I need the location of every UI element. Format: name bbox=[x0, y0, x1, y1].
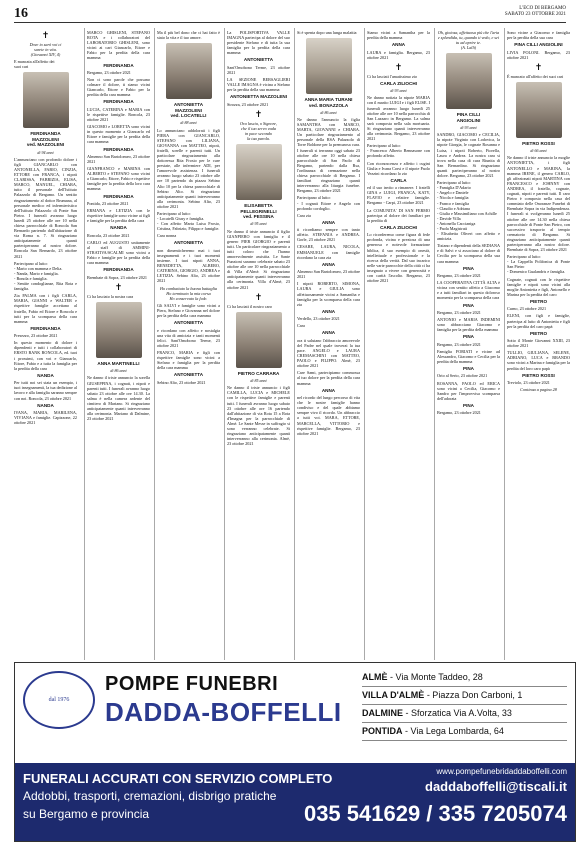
notice-text: TULLIO, GIULIANA, SELENE, ADRIANO, LUCA e BRANDO sono vicini a Marina e famiglia per la perdita del loro caro papà bbox=[507, 350, 570, 371]
notice-text: LIVIA POLONI. Bergamo, 23 ottobre 2021 bbox=[507, 49, 570, 60]
notice-text: Partecipano al lutto: - Mario con mamma e Delia. - Nanda, Mario e famiglia. - Bonola e famiglia. - Sentite condoglianze, Rita Rota e famiglia. bbox=[14, 260, 77, 292]
notice-text: Ci ha lasciato la nostra cara bbox=[87, 293, 134, 299]
deceased-name: PINA CILLI ANGIOLINI bbox=[514, 42, 563, 48]
deceased-name: FERDINANDA bbox=[103, 267, 134, 273]
age-line: di 86 anni bbox=[110, 368, 127, 374]
deceased-name: PIETRO bbox=[529, 330, 548, 336]
ad-tagline-2: Addobbi, trasporti, cremazioni, disbrigo pratiche bbox=[23, 789, 277, 803]
notice-text: Per tutti noi sei stata un esempio, i tuoi insegnamenti, la tua dedizione al lavoro e alla famiglia saranno sempre con noi. Roncola, 23 ottobre 2021 bbox=[14, 380, 77, 401]
portrait-photo bbox=[23, 72, 69, 128]
deceased-name: PINA bbox=[463, 402, 474, 408]
obituary-columns bbox=[14, 28, 574, 660]
notice-text: Cognate, cognati con le rispettive famiglie e nipoti sono vicini alla moglie Antonietta e figli, Antonello e Marina per la perdita del caro bbox=[507, 276, 570, 297]
portrait-photo bbox=[236, 144, 282, 200]
notice-text: Lo annunciano addolorati i figli PIERA con GIANCARLO, STEFANO con LILIANA, GIOVANNA con MATTEO, nipoti, fratelli, sorelle e parenti tutti. Un particolare ringraziamento alla dottoressa Rita Frosio per le cure prestate, alle infermiere ADI, per l'amorevole assistenza. I funerali avranno luogo sabato 23 ottobre alle ore 10 partendo da piazza Sebino Alto 10 per la chiesa parrocchiale di Sebino Alto. Si ringraziano anticipatamente quanti interverranno alla cerimonia. Sebino Alto, 23 ottobre 2021 bbox=[157, 127, 220, 209]
notice-text: CARLO ed AUGUSTO unitamente al staff di AMMINI-STRATIVA/SCALMI sono vicini a Fabio e famiglie per la perdita della cara mamma bbox=[87, 239, 150, 266]
portrait-photo bbox=[236, 312, 282, 368]
notice-text: Partecipano al lutto: - Famiglia D'Adario - Angelo e Daniele - Nicola e famiglia - Franco e famiglia - Claudio e Adriana - Giulia e Massimiliano con Achille - Davide Villa - Antonella Caccianiga - Paola Magistrati - Elisabetta Oliveri con affetto e amicizia. bbox=[437, 180, 500, 242]
notice-text: Ne danno il triste annuncio i figli CAMILLA, LUCIA e MICHELE con le rispettive famiglie e parenti tutti. I funerali avranno luogo sabato 23 ottobre alle ore 16 partendo dall'abitazione di via Rota 15 a Rota d'Imagna per la parrocchiale di Almè. Le Sante Messe in suffragio si sono verranno celebrate. Si ringraziano anticipatamente quanti interverranno alla cerimonia. Almè, 23 ottobre 2021 bbox=[227, 385, 290, 447]
age-line: di 86 anni bbox=[320, 109, 337, 115]
notice-text: Verdello, 23 ottobre 2021 bbox=[297, 316, 340, 322]
notice-text: Si è spenta dopo una lunga malattia bbox=[297, 30, 357, 35]
notice-text: Partecipano al lutto: - Francesco Alberto Bennasone con profondo affetto. bbox=[367, 143, 430, 159]
notice-text: L'annunciano con profondo dolore i figli GIANCARLO con ANTONELLA, FABIO, CINZIA, ETTORE con FRANCA, i nipoti CLARISSA, FABRIZIA, ELISA, MARCO, MANUEL, CHIARA, tutto il personale dell'Istituto Palazzolo di Bergamo. Un sentito ringraziamento al dottor Brumana, al personale medico ed infermieristico dell'Istituto Palazzolo di Ponte San Pietro. I funerali avranno luogo lunedì 25 ottobre alle ore 10 nella chiesa parrocchiale di Roncola San Bernardo partendo dall'abitazione di via Roma n. 7. Si ringraziano anticipatamente quanti parteciperanno al nostro dolore. Roncola San Bernardo, 23 ottobre 2021 bbox=[14, 156, 77, 259]
quote-text: Ora lascia, o Signore, che il tuo servo vada in pace secondo la tua parola. bbox=[240, 120, 277, 142]
deceased-name: ELISABETTA PELLEGRINELLI ved. PESSINA bbox=[240, 203, 277, 220]
column-7 bbox=[434, 28, 500, 660]
deceased-name: ANNA bbox=[391, 42, 406, 48]
notice-text: In questo momento di dolore i dipendenti e tutti i collaboratori di ERSTO BANK RONCOLA, ed. tuoi i prossimi, con voi e Giancarlo, Ettore, Fabio e a tutta la famiglia per la perdita della cara bbox=[14, 340, 77, 371]
notice-text: LUCIA, CATERINA e MARIA con le rispettive famiglie. Roncola, 23 ottobre 2021 bbox=[87, 106, 150, 123]
deceased-name: ANNA MARTINELLI bbox=[97, 360, 140, 366]
age-line: di 93 anni bbox=[460, 125, 477, 131]
notice-text: Ci ha lasciati il nostro caro bbox=[227, 303, 273, 309]
location-item: PONTIDA - Via Lega Lombarda, 64 bbox=[362, 723, 567, 741]
notice-text: E mancata all'affetto dei suoi cari bbox=[14, 59, 55, 70]
notice-text: La COMUNITA' DI SAN FERMO partecipa al dolore dei familiari per la perdita di bbox=[367, 207, 430, 223]
notice-text: La POLISPORTIVA VALLE IMAGNA partecipa al dolore del suo presidente Stefano e di tutta la sua famiglia per la perdita della cara mamma bbox=[227, 30, 290, 56]
notice-text: Ne danno il triste annuncio il figlio GIANPIERO con famiglia e il genero PIER GIORGIO e parenti tutti. Un particolare ringraziamento a tutti coloro che l'hanno amorevolmente assistita. Le Sante Funzioni saranno celebrate sabato 23 ottobre alle ore 10 nella parrocchiale di Villa d'Almè. Si ringraziano anticipatamente quanti interverranno alla cerimonia. Villa d'Almè, 23 ottobre 2021 bbox=[227, 228, 290, 290]
notice-text: Bergamo, 23 ottobre 2021 bbox=[87, 69, 131, 75]
column-8 bbox=[504, 28, 570, 660]
notice-text: Lo ricorderemo come figura di fede profonda, vicina e preziosa di una generosa e notevole formazione biblica, il suo esempio di onestà, intellettuale e professionale e la ricerca della verità. Dal suo incarico nelle varie parrocchie della città ci ha insegnato a vivere con generosità e con carità l'ascolto. Bergamo, 23 ottobre 2021 bbox=[367, 232, 430, 284]
cross-icon: ✝ bbox=[254, 108, 263, 119]
issue-date: SABATO 23 OTTOBRE 2021 bbox=[504, 12, 566, 17]
notice-text: Sotto il Monte Giovanni XXIII, 23 ottobre 2021 bbox=[507, 338, 570, 349]
notice-text: Sant'Omobono Terme, 23 ottobre 2021 bbox=[227, 64, 290, 75]
notice-text: Almenno San Bartolomeo, 23 ottobre 2021 bbox=[87, 153, 150, 164]
notice-text: Care Sami, partecipiamo commossa al tuo dolore per la perdita della cara mamma bbox=[297, 370, 360, 386]
cross-icon: ✝ bbox=[534, 61, 543, 72]
quote-text: Ho combattuto la buona battaglia Ho terminato la mia corsa Ho conservato la fede. bbox=[160, 285, 217, 301]
ad-phone-numbers: 035 541629 / 335 7205074 bbox=[303, 801, 567, 826]
notice-text: non dimenticheremo mai i tuoi insegnamenti e i tuoi momenti insieme. I tuoi nipoti ANNA, BENEDETTA, ALBERO, CATERINA, GIORGIO, ANDREA e LETIZIA. Sebino Alto, 23 ottobre 2021 bbox=[157, 247, 220, 284]
deceased-name: FERDINANDA bbox=[103, 193, 134, 199]
notice-text: Cara zia bbox=[297, 212, 311, 218]
deceased-name: PINA CILLI ANGIOLINI bbox=[456, 112, 481, 123]
cross-icon: ✝ bbox=[41, 30, 50, 40]
deceased-name: CARLA ZILIOCHI bbox=[380, 224, 417, 230]
ad-tagline-1: FUNERALI ACCURATI CON SERVIZIO COMPLETO bbox=[23, 771, 333, 786]
deceased-name: ANNA bbox=[321, 261, 336, 267]
column-2 bbox=[84, 28, 150, 660]
age-line: di 93 anni bbox=[390, 88, 407, 94]
notice-text: Bergamo, 23 ottobre 2021 bbox=[437, 309, 481, 315]
age-line: di 95 anni bbox=[250, 221, 267, 227]
notice-text: LA COOPERATIVA CITTÀ ALTA è vicina con sentito affetto a Giacomo e a tutti familiari in questo doloroso momento per la scomparsa della cara bbox=[437, 280, 500, 301]
brand-line-1: POMPE FUNEBRI bbox=[105, 673, 279, 695]
deceased-name: ANTONIETTA bbox=[173, 240, 204, 246]
deceased-name: ANTONIETTA bbox=[173, 320, 204, 326]
deceased-name: FERDINANDA bbox=[103, 146, 134, 152]
notice-text: ed il suo invito a rimanere. I fratelli GINA e LUIGI, FRANCA, KATY, FLAVIO e relative famiglie. Bergamo - Carpi, 23 ottobre 2021 bbox=[367, 185, 430, 206]
notice-text: ANTONIO e MARIA INDEMINI sono abbracciano Giacomo e famiglia per la perdita della mamma bbox=[437, 317, 500, 333]
notice-text: Ma il più bel dono che ci hai fatto è stato la vita e il tuo amore. bbox=[157, 30, 220, 41]
column-5 bbox=[294, 28, 360, 660]
page-header bbox=[14, 6, 566, 23]
notice-text: FRANCO, MARIA e figli con rispettive famiglie sono vicini a Stefano e famiglia per la perdita della cara mamma bbox=[157, 349, 220, 371]
publication-name: L'ECO DI BERGAMO bbox=[519, 6, 566, 11]
notice-text: e ricordano con affetto e nostalgia una vita di amicizia e tanti momenti felici. Sant'Omobono Terme, 23 ottobre 2021 bbox=[157, 327, 220, 348]
deceased-name: NANDA bbox=[37, 372, 54, 378]
quote-text: Dove io sarò voi ci sarete in vita. (Giovanni XIV, 4) bbox=[29, 42, 62, 58]
notice-text: Ne danno l'annuncio la figlia SAMANTHA con MARCO, MARTA, GIOVANNI e CHIARA. Un particolare ringraziamento al personale della RSA Palazzolo di Torre Boldone per la premurosa cura. I funerali si terranno oggi sabato 23 ottobre alle ore 10 nella chiesa parrocchiale di San Paolo di Bergamo, partendo dalla Rsa, l'ordinanza di cremazione nella chiesa parrocchiale di Bergamo. I familiari ringraziano quanti interverranno alla liturgia funebre. Bergamo, 23 ottobre 2021 bbox=[297, 117, 360, 194]
notice-text: Cara nonna bbox=[157, 233, 177, 239]
notice-text: Ne danno il triste annuncio la sorella GIUSEPPINA, i cognati, i nipoti e parenti tutti. I funerali avranno luogo sabato 23 ottobre alle ore 14.30. La salma è nella camera ardente del cimitero di Mariano. Si ringraziano anticipatamente quanti interverranno alla cerimonia. Mariano di Dalmine, 23 ottobre 2021 bbox=[87, 375, 150, 422]
portrait-photo bbox=[306, 38, 352, 94]
notice-text: Famiglia FORIATI e vicine ad Alessandro, Giacomo e Cecilia per la perdita della mamma bbox=[437, 348, 500, 364]
deceased-name: ANTONIETTA MAZZOLENI bbox=[229, 94, 288, 100]
notice-text: SANDRO, GIACOMO e CECILIA, la nipote Virginio con Lodovica, la nipote Giorgia, le cognate Rosanna e Luisa, i nipoti Roberto, Fiorella, Laura e Andrea. La nostra cara si trova nella casa di cura Riunita di San Bernardino. Si ringraziano quanti parteciperanno al nostro dolore. Bergamo, 23 ottobre 2021 bbox=[437, 132, 500, 179]
notice-text: GIACOMO e LORETTA sono vicini in questo momento a Giancarlo ed Ettore e famiglie per la perdita della cara mamma bbox=[87, 124, 150, 145]
portrait-photo bbox=[96, 302, 142, 358]
deceased-name: ANTONIETTA MAZZOLENI ved. LOCATELLI bbox=[170, 102, 207, 118]
notice-text: Non ci sono parole che possano colmare il dolore, ti siamo vicini Giancarlo, Ettore e Fabio per la perdita della cara mamma bbox=[87, 77, 150, 98]
header-right bbox=[505, 6, 566, 18]
notice-text: nel ricordo del lungo percorso di vita che le nostre famiglie hanno condiviso e del quale abbiamo sempre vivo il ricordo. Un abbraccio a tutti voi. MARA, ETTORE, MARCELLA, VITTORIO e rispettive famiglie. Bergamo, 23 ottobre 2021 bbox=[297, 395, 360, 436]
deceased-name: ANNA bbox=[321, 387, 336, 393]
deceased-name: FERDINANDA bbox=[30, 325, 61, 331]
notice-text: Bergamo, 23 ottobre 2021 bbox=[437, 341, 481, 347]
notice-text: Partecipano al lutto: - I cognati Ettore e Angelo con profondo cordoglio. bbox=[297, 195, 360, 211]
notice-text: Sono vicine a Giacomo e famiglia per la perdita della sua cara bbox=[507, 30, 570, 41]
notice-text: Cara bbox=[297, 323, 305, 329]
deceased-name: ANNA MARIA TURANI ved. BONAZZOLA bbox=[304, 97, 353, 108]
deceased-name: PINA bbox=[463, 334, 474, 340]
notice-text: Pontida, 23 ottobre 2021 bbox=[87, 200, 129, 206]
portrait-photo bbox=[166, 43, 212, 99]
deceased-name: FERDINANDA bbox=[103, 99, 134, 105]
notice-text: Brembate di Sopra, 23 ottobre 2021 bbox=[87, 274, 148, 280]
logo-year: dal 1976 bbox=[48, 697, 70, 703]
deceased-name: ANNA bbox=[321, 330, 336, 336]
notice-text: LA SEZIONE BERSAGLIERI VALLE IMAGNA è vicina a Stefano per la perdita della sua mamma bbox=[227, 77, 290, 93]
deceased-name: PINA bbox=[463, 302, 474, 308]
age-line: di 66 anni bbox=[530, 148, 547, 154]
column-4 bbox=[224, 28, 290, 660]
deceased-name: PIETRO ROSSI bbox=[522, 372, 555, 378]
notice-text: Sebino Alto, 23 ottobre 2021 bbox=[157, 379, 206, 385]
notice-text: Almenno San Bartolomeo, 23 ottobre 2021 bbox=[297, 269, 360, 280]
deceased-name: PIETRO ROSSI bbox=[522, 140, 555, 146]
location-item: DALMINE - Sforzatica Via A.Volta, 33 bbox=[362, 705, 567, 723]
notice-text: Strozza, 23 ottobre 2021 bbox=[227, 101, 269, 107]
deceased-name: FERDINANDA bbox=[103, 62, 134, 68]
notice-text: ora ti salutano l'abbraccio amorevole del Padre nel quale troverai la tua pace. ANGELO e LAURA CREMASCHINI con MATTEO, PAOLO e FILIPPO. Almè, 23 ottobre 2021 bbox=[297, 337, 360, 369]
deceased-name: ANTONIETTA bbox=[243, 57, 274, 63]
notice-text: Siamo vicini a Samantha per la perdita della mamma bbox=[367, 30, 430, 41]
notice-text: IVANA, MARIA, MARILENA, VIVIANA e famiglie. Capizzone, 22 ottobre 2021 bbox=[14, 410, 77, 426]
deceased-name: PINA bbox=[463, 366, 474, 372]
deceased-name: NANDA bbox=[37, 402, 54, 408]
deceased-name: NANDA bbox=[110, 225, 127, 231]
notice-text: È mancato all'affetto dei suoi cari bbox=[507, 73, 564, 79]
location-list bbox=[362, 669, 567, 741]
notice-text: Treviolo, 23 ottobre 2021 bbox=[507, 380, 550, 386]
notice-text: Tiziano e dipendenti della SEDIANA e di Salvi e si associano al dolore di Cecilia per la scomparsa della sua cara mamma bbox=[437, 243, 500, 264]
age-line: di 88 anni bbox=[180, 120, 197, 126]
notice-text: Con riconoscenza e affetto i cugini Giulia e Ivana Corsi e il nipote Paolo Vezzini ricordano lo zio bbox=[367, 160, 430, 176]
notice-text: Ci ha lasciati l'amatissimo zio bbox=[367, 73, 418, 79]
notice-text: CESARE, LAURA, NICOLA, EMMANUELE con famiglie ricordano la cara zia bbox=[297, 244, 360, 260]
funeral-home-logo bbox=[23, 671, 95, 729]
funeral-home-advertisement bbox=[14, 662, 576, 842]
portrait-photo bbox=[516, 82, 562, 138]
column-6 bbox=[364, 28, 430, 660]
notice-text: GIANFRANCO e MARINA con ALBERTO e STEFANO sono vicini a Giancarlo, Ettore, Fabio e rispettive famiglie per la perdita della loro cara mamma bbox=[87, 166, 150, 192]
notice-text: Orio al Serio, 23 ottobre 2021 bbox=[437, 373, 488, 379]
notice-text: Gli SALVI e famiglie sono vicini a Piera, Stefano e Giovanna nel dolore per la perdita della cara mamma bbox=[157, 302, 220, 318]
deceased-name: ANNA bbox=[321, 308, 336, 314]
page-number: 16 bbox=[14, 6, 28, 21]
notice-text: Presezzo, 23 ottobre 2021 bbox=[14, 333, 58, 339]
deceased-name: CARLA ZILIOCHI bbox=[380, 80, 417, 86]
notice-text: Bergamo, 23 ottobre 2021 bbox=[437, 410, 481, 416]
notice-text: ERMANA e LETIZIA con le rispettive famiglie sono vicine ai figli e famiglie per la perdita della cara bbox=[87, 208, 150, 224]
notice-text: Ne danno notizia la nipote MARIA con il marito LUIGI e i figli ELISE. I funerali avranno luogo lunedì 25 ottobre alle ore 10 nella parrocchia di San Lazzaro in Bergamo. La salma sarà composta nella sala mortuaria. Si ringraziano quanti interverranno alla cerimonia. Bergamo, 23 ottobre 2021 bbox=[367, 95, 430, 142]
deceased-name: ANNA bbox=[321, 219, 336, 225]
notice-text: MARCO GHISLENI, STEFANO ROTA e i collaboratori del LABORATORIO GHISLENI, sono vicini ai cari Giancarlo, Ettore e Fabio per la perdita della cara mamma bbox=[87, 30, 150, 61]
notice-text: Ne danno il triste annuncio la moglie ANTONIETTA, i figli ANTONELLO e MARINA, la mamma IRENE, il genero CARLO, gli affezionati nipoti MARTINA con FRANCESCO e JOHNNY con ANDREA, il fratello, cognate, cognati, nipoti e parenti tutti. Il caro Pietro è composto nella casa del commiato delle Onoranze Funebri di Brembate Sopra in via Indipendenza. I funerali si svolgeranno lunedì 25 ottobre alle ore 14.30 nella chiesa parrocchiale di Ponte San Pietro, con successivo trasporto al tempio crematorio di Bergamo. Si ringraziano anticipatamente quanti parteciperanno alla nostro dolore. Brembate di Sopra, 23 ottobre 2021 bbox=[507, 155, 570, 253]
cross-icon: ✝ bbox=[254, 291, 263, 302]
column-1 bbox=[14, 28, 77, 660]
notice-text: Partecipano al lutto: - Locatelli Giusy e famiglia. - Con affetto Marta Luisa Frosio, Cristina, Fabrizio, Filippo e famiglie. bbox=[157, 211, 220, 232]
deceased-name: PIETRO bbox=[529, 298, 548, 304]
cross-icon: ✝ bbox=[114, 281, 123, 292]
portrait-photo bbox=[446, 53, 492, 109]
notice-text: Partecipano al lutto: - La Cappella Polifonica di Ponte San Pietro - Domenico Gualandris e famiglia. bbox=[507, 254, 570, 275]
ad-tagline-3: su Bergamo e provincia bbox=[23, 807, 150, 821]
deceased-name: PIETRO CARRARA bbox=[237, 370, 280, 376]
notice-text: Zia PALMA con i figli CARLA, MARIA, GIANNI e WALTER e rispettive famiglie accettano al fratello, Fabio ed Ettore e Roncola e tutti per la scomparsa della cara mamma bbox=[14, 293, 77, 324]
age-line: di 85 anni bbox=[250, 378, 267, 384]
notice-text: I nipoti ROBERTO, SIMONA, LAURA e GIULIA sono affettuosamente vicini a Samantha e famiglia per la scomparsa della cara zia bbox=[297, 281, 360, 307]
deceased-name: ANTONIETTA bbox=[173, 372, 204, 378]
ad-email[interactable]: daddaboffelli@tiscali.it bbox=[425, 779, 567, 794]
cross-icon: ✝ bbox=[394, 61, 403, 72]
notice-text: Roncola, 23 ottobre 2021 bbox=[87, 232, 130, 238]
ad-blue-band bbox=[15, 763, 575, 841]
deceased-name: FERDINANDA MAZZOLENI ved. MAZZOLENI bbox=[26, 131, 65, 148]
notice-text: Curno, 23 ottobre 2021 bbox=[507, 306, 547, 312]
age-line: di 94 anni bbox=[37, 149, 54, 155]
notice-text: LAURA e famiglia. Bergamo, 23 ottobre 2021 bbox=[367, 49, 430, 60]
ad-website[interactable]: www.pompefunebridaddaboffelli.com bbox=[436, 767, 567, 776]
brand-line-2: DADDA-BOFFELLI bbox=[105, 697, 342, 727]
notice-text: ti ricordiamo sempre con tanto affetto. STEFANIA e ANDREA. Gorle, 23 ottobre 2021 bbox=[297, 227, 360, 243]
column-3 bbox=[154, 28, 220, 660]
deceased-name: PINA bbox=[463, 265, 474, 271]
notice-text: Bergamo, 23 ottobre 2021 bbox=[437, 273, 481, 279]
quote-text: Continua a pagina 28 bbox=[520, 387, 557, 393]
notice-text: ROSANNA, PAOLO ed ERICA sono vicini a Cecilia, Giacomo e Sandro per l'improvvisa scomparsa dell'adorata bbox=[437, 380, 500, 401]
quote-text: Oh, gioiosa, affettuosa più che l'aria e splendida, tu, quando ti vedo, e sei tu ad aprire te. (A. Lalli) bbox=[437, 30, 500, 51]
notice-text: ELENI, con figli e famiglie, partecipa al lutto di Antonietta e figli per la perdita del caro papà bbox=[507, 313, 570, 329]
location-item: VILLA D'ALMÈ - Piazza Don Carboni, 1 bbox=[362, 687, 567, 705]
location-item: ALMÈ - Via Monte Taddeo, 28 bbox=[362, 669, 567, 687]
deceased-name: CARLA bbox=[390, 177, 407, 183]
